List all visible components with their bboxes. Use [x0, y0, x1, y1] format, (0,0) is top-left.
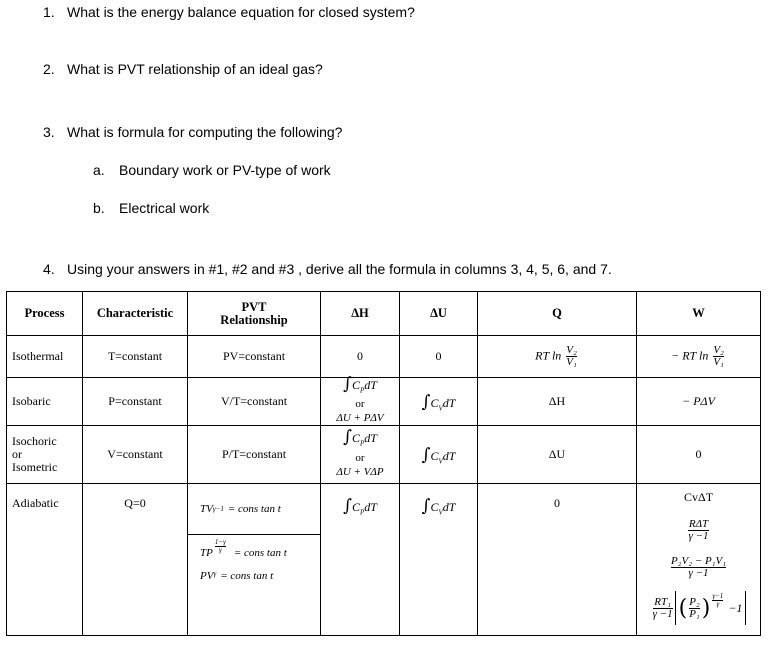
- or-text: or: [355, 451, 365, 464]
- subquestion-text: Electrical work: [119, 200, 210, 216]
- tv-exponent: γ−1: [212, 505, 224, 514]
- frac-den: γ −1: [688, 529, 709, 542]
- process-line: or: [12, 447, 22, 462]
- integral-icon: ∫: [421, 391, 431, 412]
- header-delta-u: ΔU: [400, 292, 478, 336]
- header-pvt: [188, 292, 321, 336]
- q-cell: 0: [478, 484, 637, 636]
- delta-h-alt: ΔU + VΔP: [336, 465, 384, 478]
- delta-u-cell: [400, 484, 478, 636]
- header-delta-h: ΔH: [321, 292, 400, 336]
- integral-cp: [343, 374, 377, 395]
- subquestion-a: [93, 162, 331, 178]
- cv-subscript: V: [438, 508, 443, 517]
- paren-close-icon: ): [701, 595, 711, 621]
- exponent: [712, 593, 723, 608]
- subquestion-letter: b.: [93, 200, 105, 216]
- frac-num: RT₁: [654, 595, 671, 608]
- dt-symbol: dT: [442, 395, 456, 410]
- tp-term: TP: [200, 546, 213, 559]
- paren-open-icon: (: [678, 595, 688, 621]
- tp-exponent: [215, 539, 226, 554]
- w-r-delta-t: [637, 510, 760, 550]
- header-w: W: [637, 292, 761, 336]
- tv-rhs: = cons tan t: [227, 503, 281, 516]
- characteristic-cell: V=constant: [83, 426, 188, 484]
- w-pressure-ratio-formula: [637, 584, 760, 632]
- q-volume-ratio: [566, 345, 577, 368]
- tp-rhs: = cons tan t: [233, 546, 287, 559]
- integral-icon: ∫: [343, 496, 352, 517]
- delta-u-cell: [400, 426, 478, 484]
- question-text: Using your answers in #1, #2 and #3 , derive all the formula in columns 3, 4, 5, 6, and 7.: [67, 261, 612, 277]
- process-cell: Isothermal: [7, 336, 83, 378]
- process-table: [6, 291, 761, 636]
- process-cell: Adiabatic: [7, 484, 83, 636]
- header-q: Q: [478, 292, 637, 336]
- header-process: Process: [7, 292, 83, 336]
- frac-num: V₂: [566, 344, 577, 356]
- pressure-ratio: [689, 597, 700, 620]
- delta-u-cell: 0: [400, 336, 478, 378]
- cv-subscript: V: [438, 457, 443, 466]
- question-3: [43, 124, 342, 140]
- w-frac: [671, 556, 726, 579]
- w-cell: [637, 336, 761, 378]
- integral-icon: ∫: [343, 427, 352, 448]
- subquestion-text: Boundary work or PV-type of work: [119, 162, 331, 178]
- frac-num: γ−1: [712, 592, 724, 601]
- process-line: Isochoric: [12, 434, 57, 449]
- frac-den: V₁: [566, 356, 577, 368]
- cp-symbol: C: [351, 431, 360, 446]
- dt-symbol: dT: [364, 431, 377, 446]
- integral-icon: ∫: [421, 496, 431, 517]
- pvt-cell: V/T=constant: [188, 378, 321, 426]
- frac-num: 1−γ: [214, 538, 226, 547]
- integral-icon: ∫: [343, 374, 352, 394]
- dt-symbol: dT: [364, 500, 377, 515]
- w-cell: 0: [637, 426, 761, 484]
- frac-den: γ: [215, 546, 226, 554]
- characteristic-cell: P=constant: [83, 378, 188, 426]
- q-cell: ΔU: [478, 426, 637, 484]
- cp-subscript: P: [359, 386, 365, 395]
- frac-den: γ −1: [671, 567, 726, 579]
- pvt-adiabatic-3: [188, 570, 320, 600]
- header-pvt-line2: Relationship: [220, 312, 288, 327]
- question-number: 1.: [43, 4, 55, 20]
- frac-num: V₂: [713, 344, 724, 356]
- dt-symbol: dT: [364, 378, 377, 392]
- pvt-adiabatic-1: [188, 484, 320, 535]
- frac-num: P₂: [689, 595, 700, 608]
- frac-den: γ −1: [652, 607, 673, 620]
- q-cell: [478, 336, 637, 378]
- frac-den: P₁: [689, 607, 700, 620]
- cv-symbol: C: [430, 395, 439, 410]
- characteristic-cell: Q=0: [83, 484, 188, 636]
- cp-subscript: P: [359, 508, 365, 517]
- w-neg-rtln: − RT ln: [671, 348, 709, 363]
- delta-h-cell: [321, 426, 400, 484]
- pvt-cell: PV=constant: [188, 336, 321, 378]
- cv-symbol: C: [430, 500, 439, 515]
- w-pv-diff: [637, 550, 760, 584]
- cp-symbol: C: [351, 378, 360, 392]
- characteristic-cell: T=constant: [83, 336, 188, 378]
- question-number: 2.: [43, 61, 55, 77]
- question-number: 3.: [43, 124, 55, 140]
- cp-subscript: P: [359, 439, 365, 448]
- header-characteristic: Characteristic: [83, 292, 188, 336]
- question-2: [43, 61, 323, 77]
- pv-rhs: = cons tan t: [220, 570, 274, 583]
- delta-h-cell: 0: [321, 336, 400, 378]
- pvt-cell: [188, 484, 321, 636]
- cv-subscript: V: [438, 403, 443, 412]
- q-rtln: RT ln: [535, 348, 562, 363]
- subquestion-b: [93, 200, 209, 216]
- question-text: What is the energy balance equation for closed system?: [67, 4, 415, 20]
- process-cell: Isobaric: [7, 378, 83, 426]
- w-frac: [688, 519, 708, 542]
- table-row: [7, 426, 761, 484]
- integral-icon: ∫: [421, 444, 431, 465]
- question-4: [43, 261, 612, 277]
- w-cv-delta-t: CvΔT: [683, 489, 714, 504]
- bracket: [675, 591, 747, 625]
- q-cell: ΔH: [478, 378, 637, 426]
- question-number: 4.: [43, 261, 55, 277]
- frac-den: V₁: [713, 356, 724, 368]
- pv-term: PV: [200, 570, 214, 583]
- w-volume-ratio: [713, 345, 724, 368]
- table-row: [7, 378, 761, 426]
- or-text: or: [355, 398, 365, 411]
- process-cell: [7, 426, 83, 484]
- w-cell: − PΔV: [637, 378, 761, 426]
- integral-cp: [343, 427, 377, 448]
- table-header-row: [7, 292, 761, 336]
- dt-symbol: dT: [442, 448, 456, 463]
- delta-h-alt: ΔU + PΔV: [336, 412, 384, 425]
- minus-one: −1: [728, 600, 743, 615]
- pv-exponent: γ: [213, 570, 217, 579]
- pvt-adiabatic-2: [188, 535, 320, 570]
- frac-num: RΔT: [688, 517, 709, 530]
- dt-symbol: dT: [442, 500, 456, 515]
- question-text: What is formula for computing the following?: [67, 124, 343, 140]
- cv-symbol: C: [430, 448, 439, 463]
- question-1: [43, 4, 415, 20]
- subquestion-letter: a.: [93, 162, 105, 178]
- delta-u-cell: [400, 378, 478, 426]
- frac-num: P₂V₂ − P₁V₁: [670, 554, 727, 567]
- pvt-cell: P/T=constant: [188, 426, 321, 484]
- frac-den: γ: [712, 600, 723, 608]
- process-line: Isometric: [12, 460, 58, 475]
- w-frac: [653, 597, 673, 620]
- delta-h-cell: [321, 374, 400, 426]
- w-cell: [637, 484, 761, 636]
- header-pvt-line1: PVT: [241, 299, 267, 314]
- cp-symbol: C: [351, 500, 360, 515]
- table-row: [7, 336, 761, 378]
- tv-term: TV: [200, 503, 213, 516]
- question-text: What is PVT relationship of an ideal gas?: [67, 61, 323, 77]
- delta-h-cell: [321, 484, 400, 636]
- table-row: [7, 484, 761, 636]
